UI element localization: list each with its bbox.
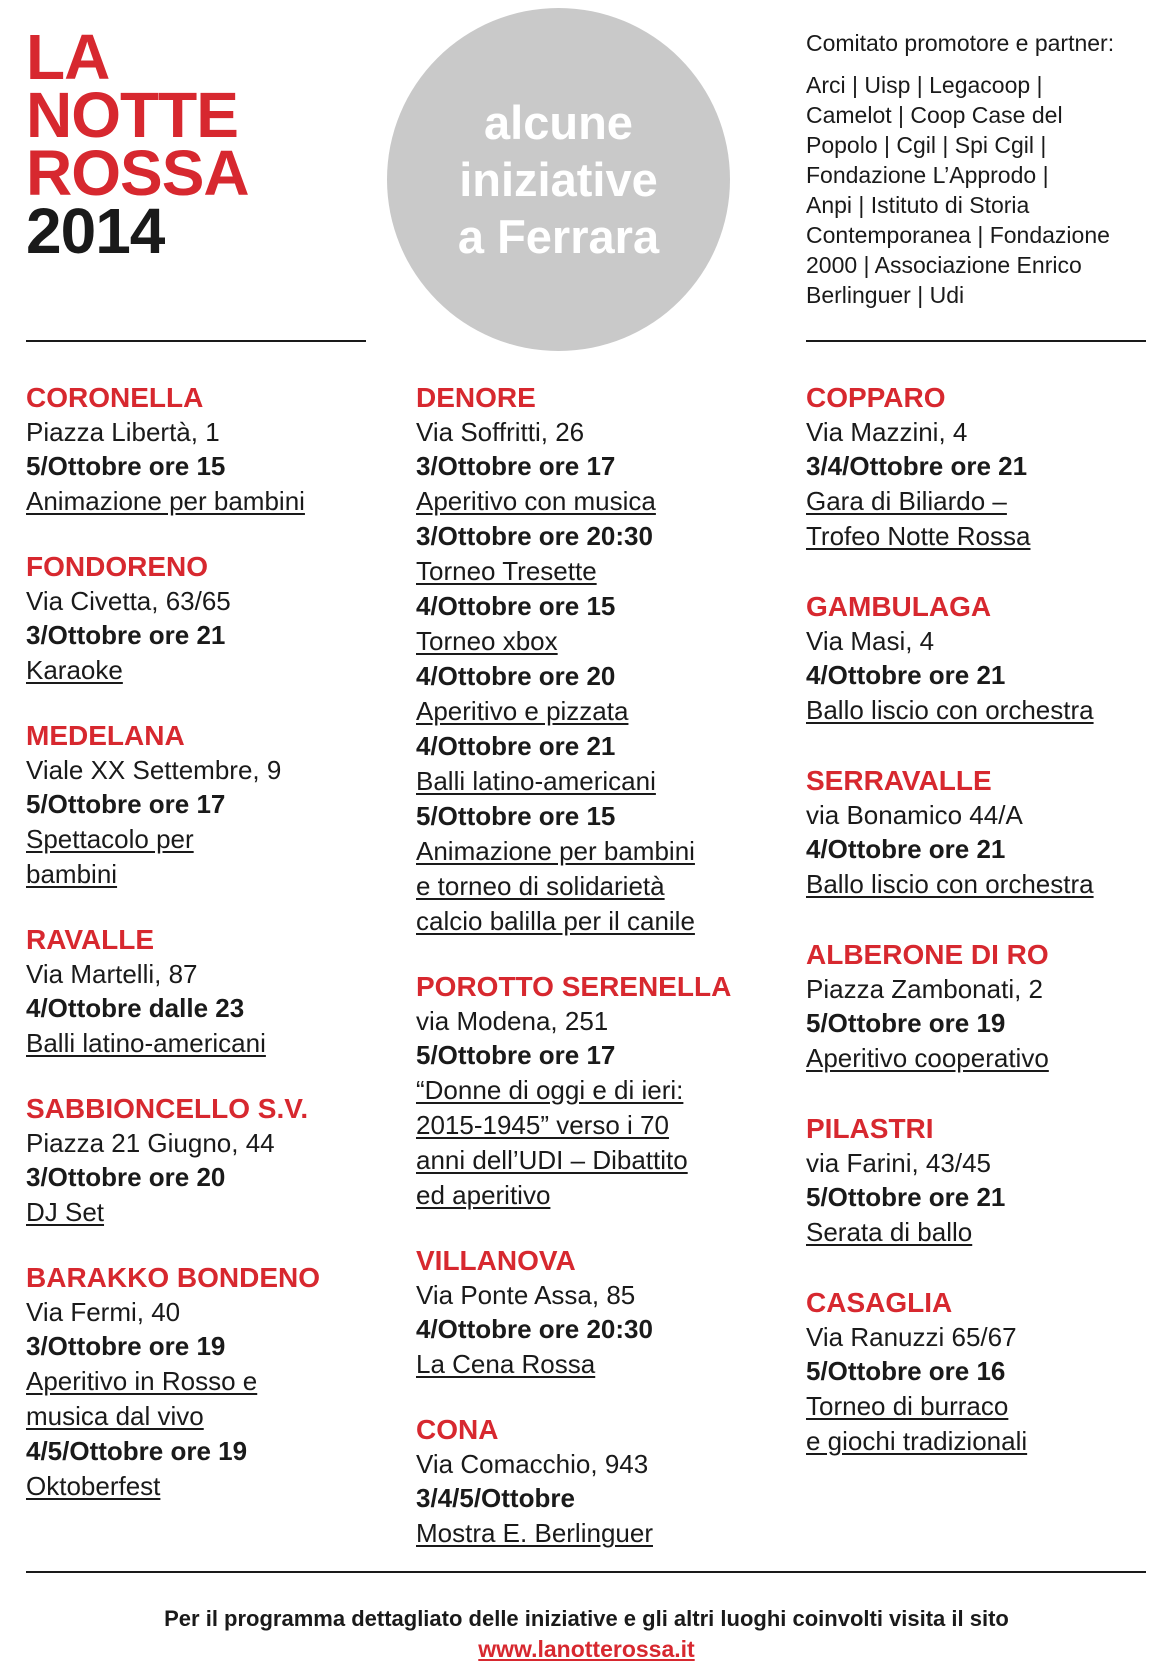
- circle-line-3: a Ferrara: [457, 210, 660, 263]
- event-entry: [26, 718, 376, 892]
- event-date: 4/Ottobre ore 20: [416, 661, 616, 691]
- event-activity: Aperitivo in Rosso e: [26, 1366, 258, 1396]
- location-address: Via Fermi, 40: [26, 1297, 181, 1327]
- location-address: via Farini, 43/45: [806, 1148, 991, 1178]
- partner-line: Fondazione L’Approdo |: [806, 162, 1049, 188]
- location-address: Via Civetta, 63/65: [26, 586, 231, 616]
- event-activity: Gara di Biliardo –: [806, 486, 1007, 516]
- event-entry: [806, 1285, 1156, 1459]
- event-entry: [26, 922, 376, 1061]
- event-activity: La Cena Rossa: [416, 1349, 596, 1379]
- partner-line: Popolo | Cgil | Spi Cgil |: [806, 132, 1047, 158]
- partner-line: 2000 | Associazione Enrico: [806, 252, 1082, 278]
- location-address: Piazza 21 Giugno, 44: [26, 1128, 275, 1158]
- circle-line-1: alcune: [484, 96, 633, 149]
- location-name: ALBERONE DI RO: [806, 939, 1049, 970]
- event-logo: [26, 21, 249, 267]
- location-address: Piazza Libertà, 1: [26, 417, 220, 447]
- intro-circle-badge: [387, 8, 730, 351]
- header-divider-right: [806, 340, 1146, 342]
- location-address: Via Soffritti, 26: [416, 417, 585, 447]
- partners-list: [806, 70, 1151, 310]
- event-date: 5/Ottobre ore 19: [806, 1008, 1006, 1038]
- event-activity: e torneo di solidarietà: [416, 871, 665, 901]
- partner-line: Berlinguer | Udi: [806, 282, 965, 308]
- event-entry: [26, 380, 376, 519]
- event-date: 4/Ottobre ore 20:30: [416, 1314, 653, 1344]
- event-date: 4/Ottobre ore 21: [416, 731, 616, 761]
- location-address: Piazza Zambonati, 2: [806, 974, 1044, 1004]
- event-activity: Karaoke: [26, 655, 123, 685]
- event-activity: Balli latino-americani: [416, 766, 656, 796]
- location-address: Viale XX Settembre, 9: [26, 755, 282, 785]
- event-date: 5/Ottobre ore 17: [416, 1040, 616, 1070]
- event-entry: [806, 380, 1156, 554]
- partner-line: Camelot | Coop Case del: [806, 102, 1063, 128]
- event-date: 5/Ottobre ore 16: [806, 1356, 1006, 1386]
- event-entry: [416, 1243, 766, 1382]
- event-activity: bambini: [26, 859, 118, 889]
- location-name: COPPARO: [806, 382, 946, 413]
- event-date: 5/Ottobre ore 21: [806, 1182, 1006, 1212]
- location-address: Via Comacchio, 943: [416, 1449, 649, 1479]
- logo-line-3: ROSSA: [26, 137, 249, 209]
- location-name: CORONELLA: [26, 382, 204, 413]
- location-name: CONA: [416, 1414, 499, 1445]
- events-column-2: [416, 380, 766, 1551]
- event-entry: [806, 1111, 1156, 1250]
- location-name: SABBIONCELLO S.V.: [26, 1093, 309, 1124]
- event-activity: Animazione per bambini: [416, 836, 695, 866]
- footer-text: Per il programma dettagliato delle iniziative e gli altri luoghi coinvolti visita il sito: [164, 1606, 1009, 1631]
- circle-line-2: iniziative: [459, 153, 658, 206]
- event-activity: anni dell’UDI – Dibattito: [416, 1145, 688, 1175]
- event-date: 5/Ottobre ore 15: [416, 801, 616, 831]
- location-address: Via Masi, 4: [806, 626, 935, 656]
- location-name: DENORE: [416, 382, 536, 413]
- location-address: Via Ponte Assa, 85: [416, 1280, 636, 1310]
- event-activity: Torneo Tresette: [416, 556, 597, 586]
- location-name: FONDORENO: [26, 551, 208, 582]
- event-date: 3/Ottobre ore 21: [26, 620, 226, 650]
- location-name: VILLANOVA: [416, 1245, 576, 1276]
- event-activity: 2015-1945” verso i 70: [416, 1110, 669, 1140]
- location-name: SERRAVALLE: [806, 765, 992, 796]
- location-name: GAMBULAGA: [806, 591, 992, 622]
- event-activity: Torneo xbox: [416, 626, 558, 656]
- location-address: via Modena, 251: [416, 1006, 609, 1036]
- logo-line-2: NOTTE: [26, 79, 238, 151]
- partner-line: Contemporanea | Fondazione: [806, 222, 1110, 248]
- event-date: 4/Ottobre ore 21: [806, 834, 1006, 864]
- event-activity: “Donne di oggi e di ieri:: [416, 1075, 684, 1105]
- event-activity: Aperitivo e pizzata: [416, 696, 629, 726]
- event-date: 4/5/Ottobre ore 19: [26, 1436, 248, 1466]
- logo-year: 2014: [26, 195, 165, 267]
- partners-block: [806, 28, 1151, 310]
- events-column-3: [806, 380, 1156, 1459]
- partners-heading: Comitato promotore e partner:: [806, 30, 1115, 56]
- event-date: 5/Ottobre ore 17: [26, 789, 226, 819]
- partner-line: Anpi | Istituto di Storia: [806, 192, 1030, 218]
- event-activity: e giochi tradizionali: [806, 1426, 1028, 1456]
- location-address: Via Mazzini, 4: [806, 417, 968, 447]
- event-activity: Trofeo Notte Rossa: [806, 521, 1031, 551]
- event-entry: [26, 1260, 376, 1504]
- website-link[interactable]: www.lanotterossa.it: [478, 1636, 695, 1662]
- event-entry: [26, 1091, 376, 1230]
- event-activity: Torneo di burraco: [806, 1391, 1009, 1421]
- event-date: 3/Ottobre ore 17: [416, 451, 616, 481]
- event-date: 3/Ottobre ore 20: [26, 1162, 226, 1192]
- event-date: 5/Ottobre ore 15: [26, 451, 226, 481]
- event-activity: Ballo liscio con orchestra: [806, 695, 1094, 725]
- event-entry: [806, 589, 1156, 728]
- location-name: RAVALLE: [26, 924, 155, 955]
- event-activity: ed aperitivo: [416, 1180, 551, 1210]
- event-activity: Ballo liscio con orchestra: [806, 869, 1094, 899]
- event-entry: [26, 549, 376, 688]
- event-date: 4/Ottobre ore 21: [806, 660, 1006, 690]
- event-activity: musica dal vivo: [26, 1401, 204, 1431]
- location-name: BARAKKO BONDENO: [26, 1262, 320, 1293]
- event-activity: Serata di ballo: [806, 1217, 973, 1247]
- event-entry: [416, 1412, 766, 1551]
- event-activity: Mostra E. Berlinguer: [416, 1518, 653, 1548]
- event-entry: [416, 380, 766, 939]
- events-column-1: [26, 380, 376, 1504]
- event-date: 3/4/5/Ottobre: [416, 1483, 575, 1513]
- partner-line: Arci | Uisp | Legacoop |: [806, 72, 1043, 98]
- event-activity: calcio balilla per il canile: [416, 906, 695, 936]
- event-date: 4/Ottobre ore 15: [416, 591, 616, 621]
- event-date: 3/Ottobre ore 19: [26, 1331, 226, 1361]
- location-address: Via Martelli, 87: [26, 959, 198, 989]
- header-divider-left: [26, 340, 366, 342]
- location-name: PILASTRI: [806, 1113, 934, 1144]
- logo-line-1: LA: [26, 21, 110, 93]
- event-entry: [806, 763, 1156, 902]
- event-entry: [416, 969, 766, 1213]
- location-address: Via Ranuzzi 65/67: [806, 1322, 1017, 1352]
- event-activity: Animazione per bambini: [26, 486, 305, 516]
- footer-divider: [26, 1571, 1146, 1573]
- location-name: CASAGLIA: [806, 1287, 953, 1318]
- event-activity: DJ Set: [26, 1197, 105, 1227]
- footer: [0, 1604, 1173, 1664]
- event-date: 3/Ottobre ore 20:30: [416, 521, 653, 551]
- event-activity: Aperitivo con musica: [416, 486, 656, 516]
- event-entry: [806, 937, 1156, 1076]
- event-activity: Oktoberfest: [26, 1471, 161, 1501]
- event-activity: Balli latino-americani: [26, 1028, 266, 1058]
- event-activity: Spettacolo per: [26, 824, 194, 854]
- location-address: via Bonamico 44/A: [806, 800, 1023, 830]
- event-date: 4/Ottobre dalle 23: [26, 993, 245, 1023]
- event-date: 3/4/Ottobre ore 21: [806, 451, 1028, 481]
- location-name: MEDELANA: [26, 720, 185, 751]
- event-activity: Aperitivo cooperativo: [806, 1043, 1049, 1073]
- location-name: POROTTO SERENELLA: [416, 971, 732, 1002]
